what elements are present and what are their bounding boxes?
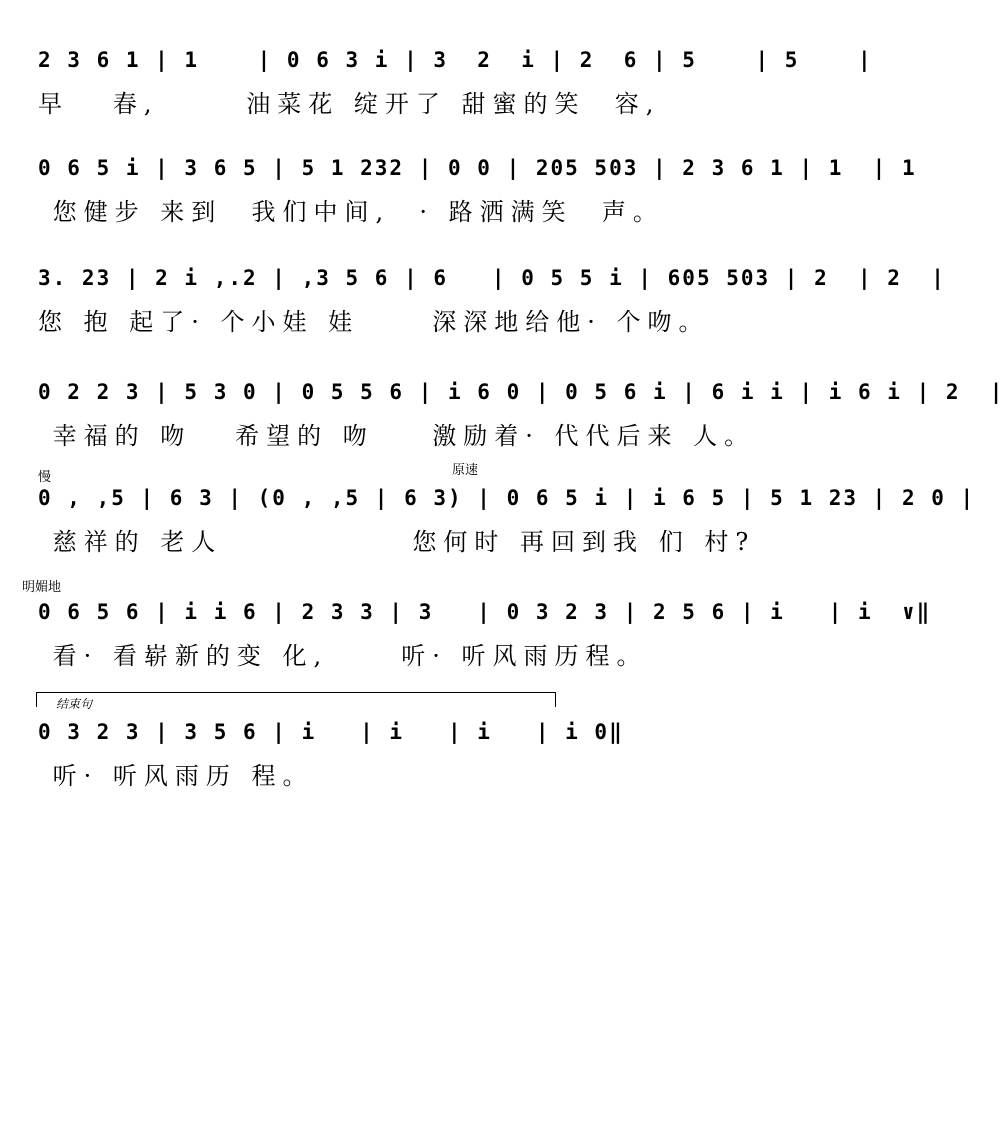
notation-line: 0 , ,5 | 6 3 | (0 , ,5 | 6 3) | 0 6 5 i | i 6 5 | 5 1 23 | 2 0 |	[38, 486, 976, 510]
ending-bracket	[36, 692, 556, 707]
lyrics-line: 慈祥的 老人 您何时 再回到我 们 村?	[38, 528, 756, 556]
expression-marking: 明媚地	[22, 579, 62, 594]
lyrics-line: 看· 看崭新的变 化, 听· 听风雨历程。	[38, 642, 648, 670]
tempo-marking-slow: 慢	[38, 469, 52, 484]
lyrics-line: 幸福的 吻 希望的 吻 激励着· 代代后来 人。	[38, 422, 756, 450]
score-system-1	[0, 40, 888, 135]
tempo-marking-original: 原速	[452, 462, 479, 477]
lyrics-line: 您健步 来到 我们中间, · 路洒满笑 声。	[38, 198, 664, 226]
score-system-3	[0, 258, 946, 353]
notation-line: 3. 23 | 2 i ,.2 | ,3 5 6 | 6 | 0 5 5 i | 605 503 | 2 | 2 |	[38, 266, 946, 290]
notation-line: 0 6 5 i | 3 6 5 | 5 1 232 | 0 0 | 205 503 | 2 3 6 1 | 1 | 1	[38, 156, 917, 180]
score-system-7	[0, 712, 888, 807]
score-system-4	[0, 372, 1004, 467]
lyrics-line: 听· 听风雨历 程。	[38, 762, 314, 790]
score-system-2	[0, 148, 917, 243]
ending-label: 结束句	[56, 697, 93, 711]
score-system-5	[0, 478, 976, 573]
notation-line: 2 3 6 1 | 1 | 0 6 3 i | 3 2 i | 2 6 | 5 | 5 |	[38, 48, 873, 72]
score-system-6	[0, 592, 932, 687]
notation-line: 0 6 5 6 | i i 6 | 2 3 3 | 3 | 0 3 2 3 | 2 5 6 | i | i ∨‖	[38, 600, 932, 624]
lyrics-line: 早 春, 油菜花 绽开了 甜蜜的笑 容,	[38, 90, 661, 118]
notation-line: 0 2 2 3 | 5 3 0 | 0 5 5 6 | i 6 0 | 0 5 6 i | 6 i i | i 6 i | 2 |	[38, 380, 1004, 404]
notation-line: 0 3 2 3 | 3 5 6 | i | i | i | i 0‖	[38, 720, 624, 744]
lyrics-line: 您 抱 起了· 个小娃 娃 深深地给他· 个吻。	[38, 308, 710, 336]
